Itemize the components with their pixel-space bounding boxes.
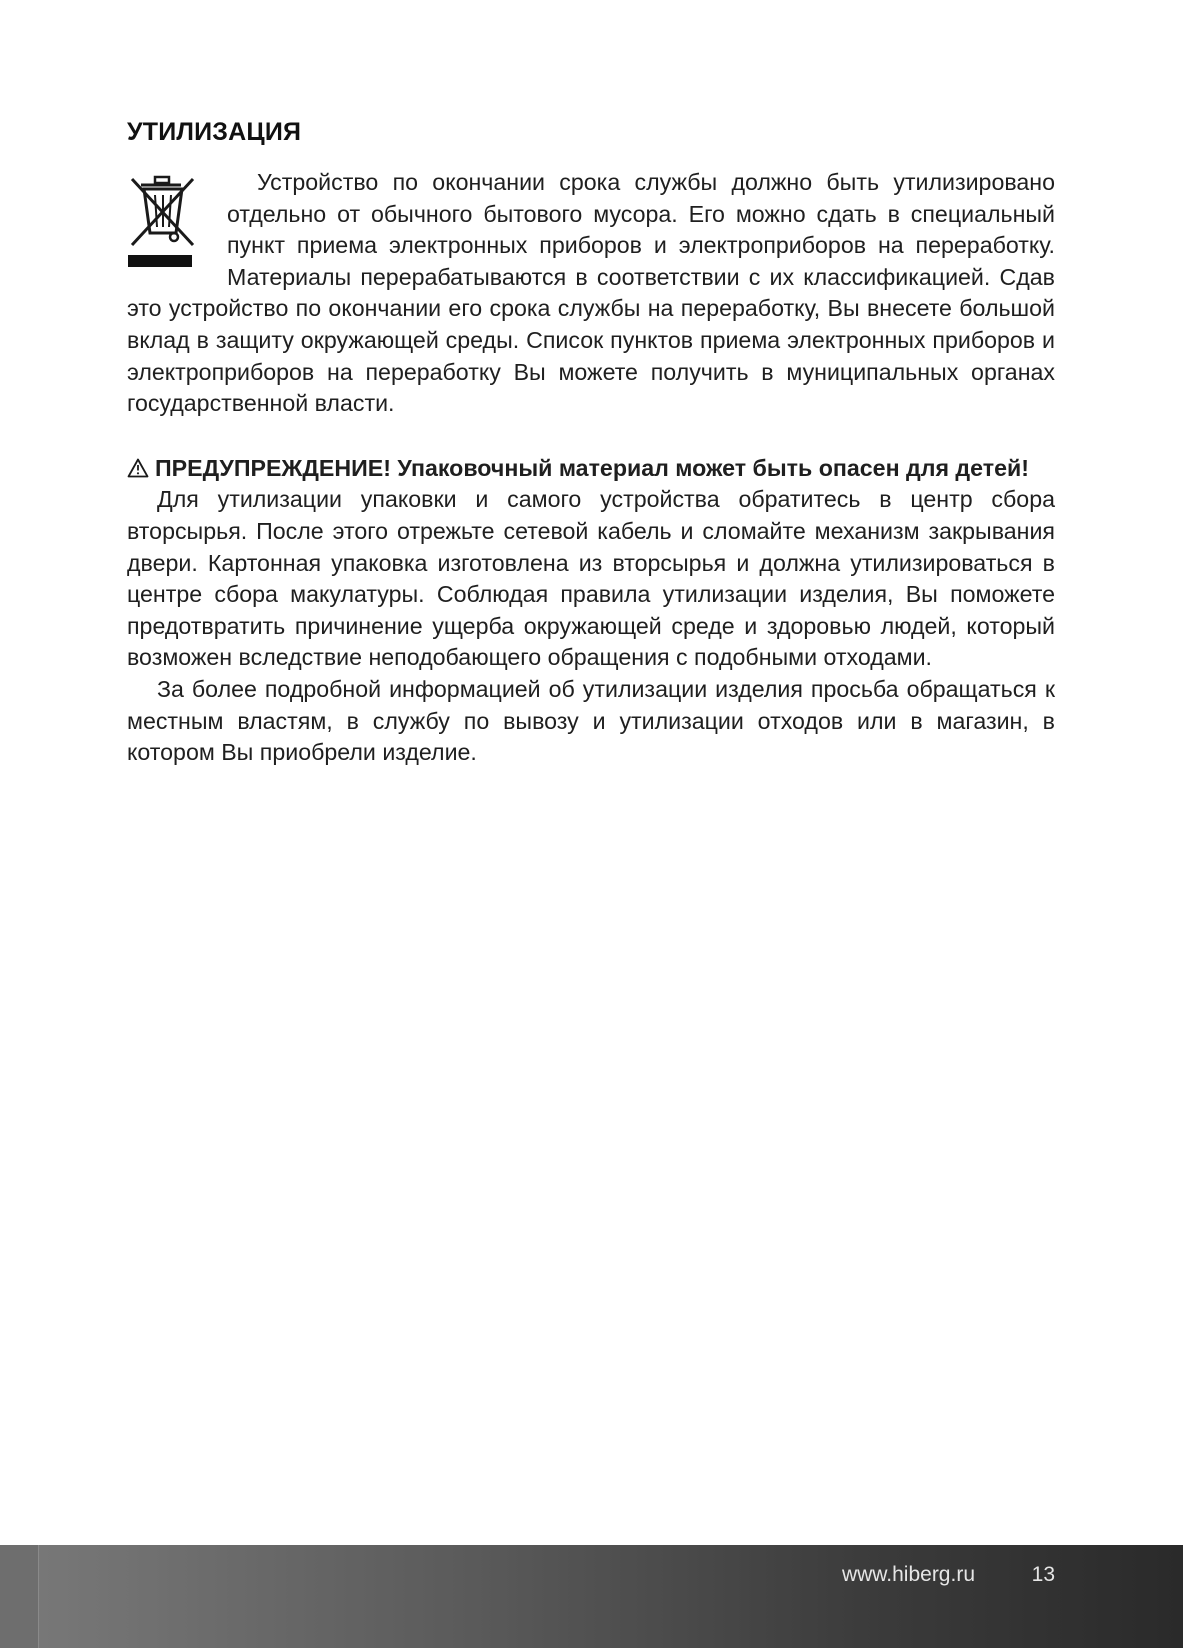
- footer-strip: [0, 1545, 39, 1648]
- disposal-paragraph: Для утилизации упаковки и самого устройства обратитесь в центр сбора вторсырья. После этого отрежьте сетевой кабель и сломайте механизм закрывания двери. Картонная упаковка изготовлена из вторсырья и должна утилизироваться в центре сбора макулатуры. Соблюдая правила утилизации изделия, Вы поможете предотвратить причинение ущерба окружающей среде и здоровью людей, который возможен вследствие неподобающего обращения с подобными отходами.: [127, 486, 1055, 671]
- recycle-paragraph: Устройство по окончании срока службы должно быть утилизировано отдельно от обычного бытового мусора. Его можно сдать в специальный пункт приема электронных приборов и электроприборов на переработку. Материалы перерабатываются в соответствии с их классификацией. Сдав это устройство по окончании его срока службы на переработку, Вы внесете большой вклад в защиту окружающей среды. Список пунктов приема электронных приборов и электроприборов на переработку Вы можете получить в муниципальных органах государственной власти.: [127, 169, 1055, 417]
- info-paragraph: За более подробной информацией об утилизации изделия просьба обращаться к местным властям, в службу по вывозу и утилизации отходов или в магазин, в котором Вы приобрели изделие.: [127, 675, 1055, 766]
- crossed-out-wheelie-bin-icon: [127, 171, 199, 267]
- warning-text: Упаковочный материал может быть опасен для детей!: [397, 454, 1029, 481]
- section-title: УТИЛИЗАЦИЯ: [127, 118, 302, 146]
- footer-url: www.hiberg.ru: [841, 1563, 975, 1586]
- warning-label: ПРЕДУПРЕЖДЕНИЕ!: [155, 454, 391, 481]
- warning-note: [127, 453, 1055, 485]
- warning-triangle-icon: [127, 455, 149, 475]
- recycle-section: [127, 167, 1055, 420]
- page-footer: [0, 1545, 1183, 1648]
- page-number: 13: [1031, 1563, 1055, 1586]
- document-page: [127, 118, 1055, 769]
